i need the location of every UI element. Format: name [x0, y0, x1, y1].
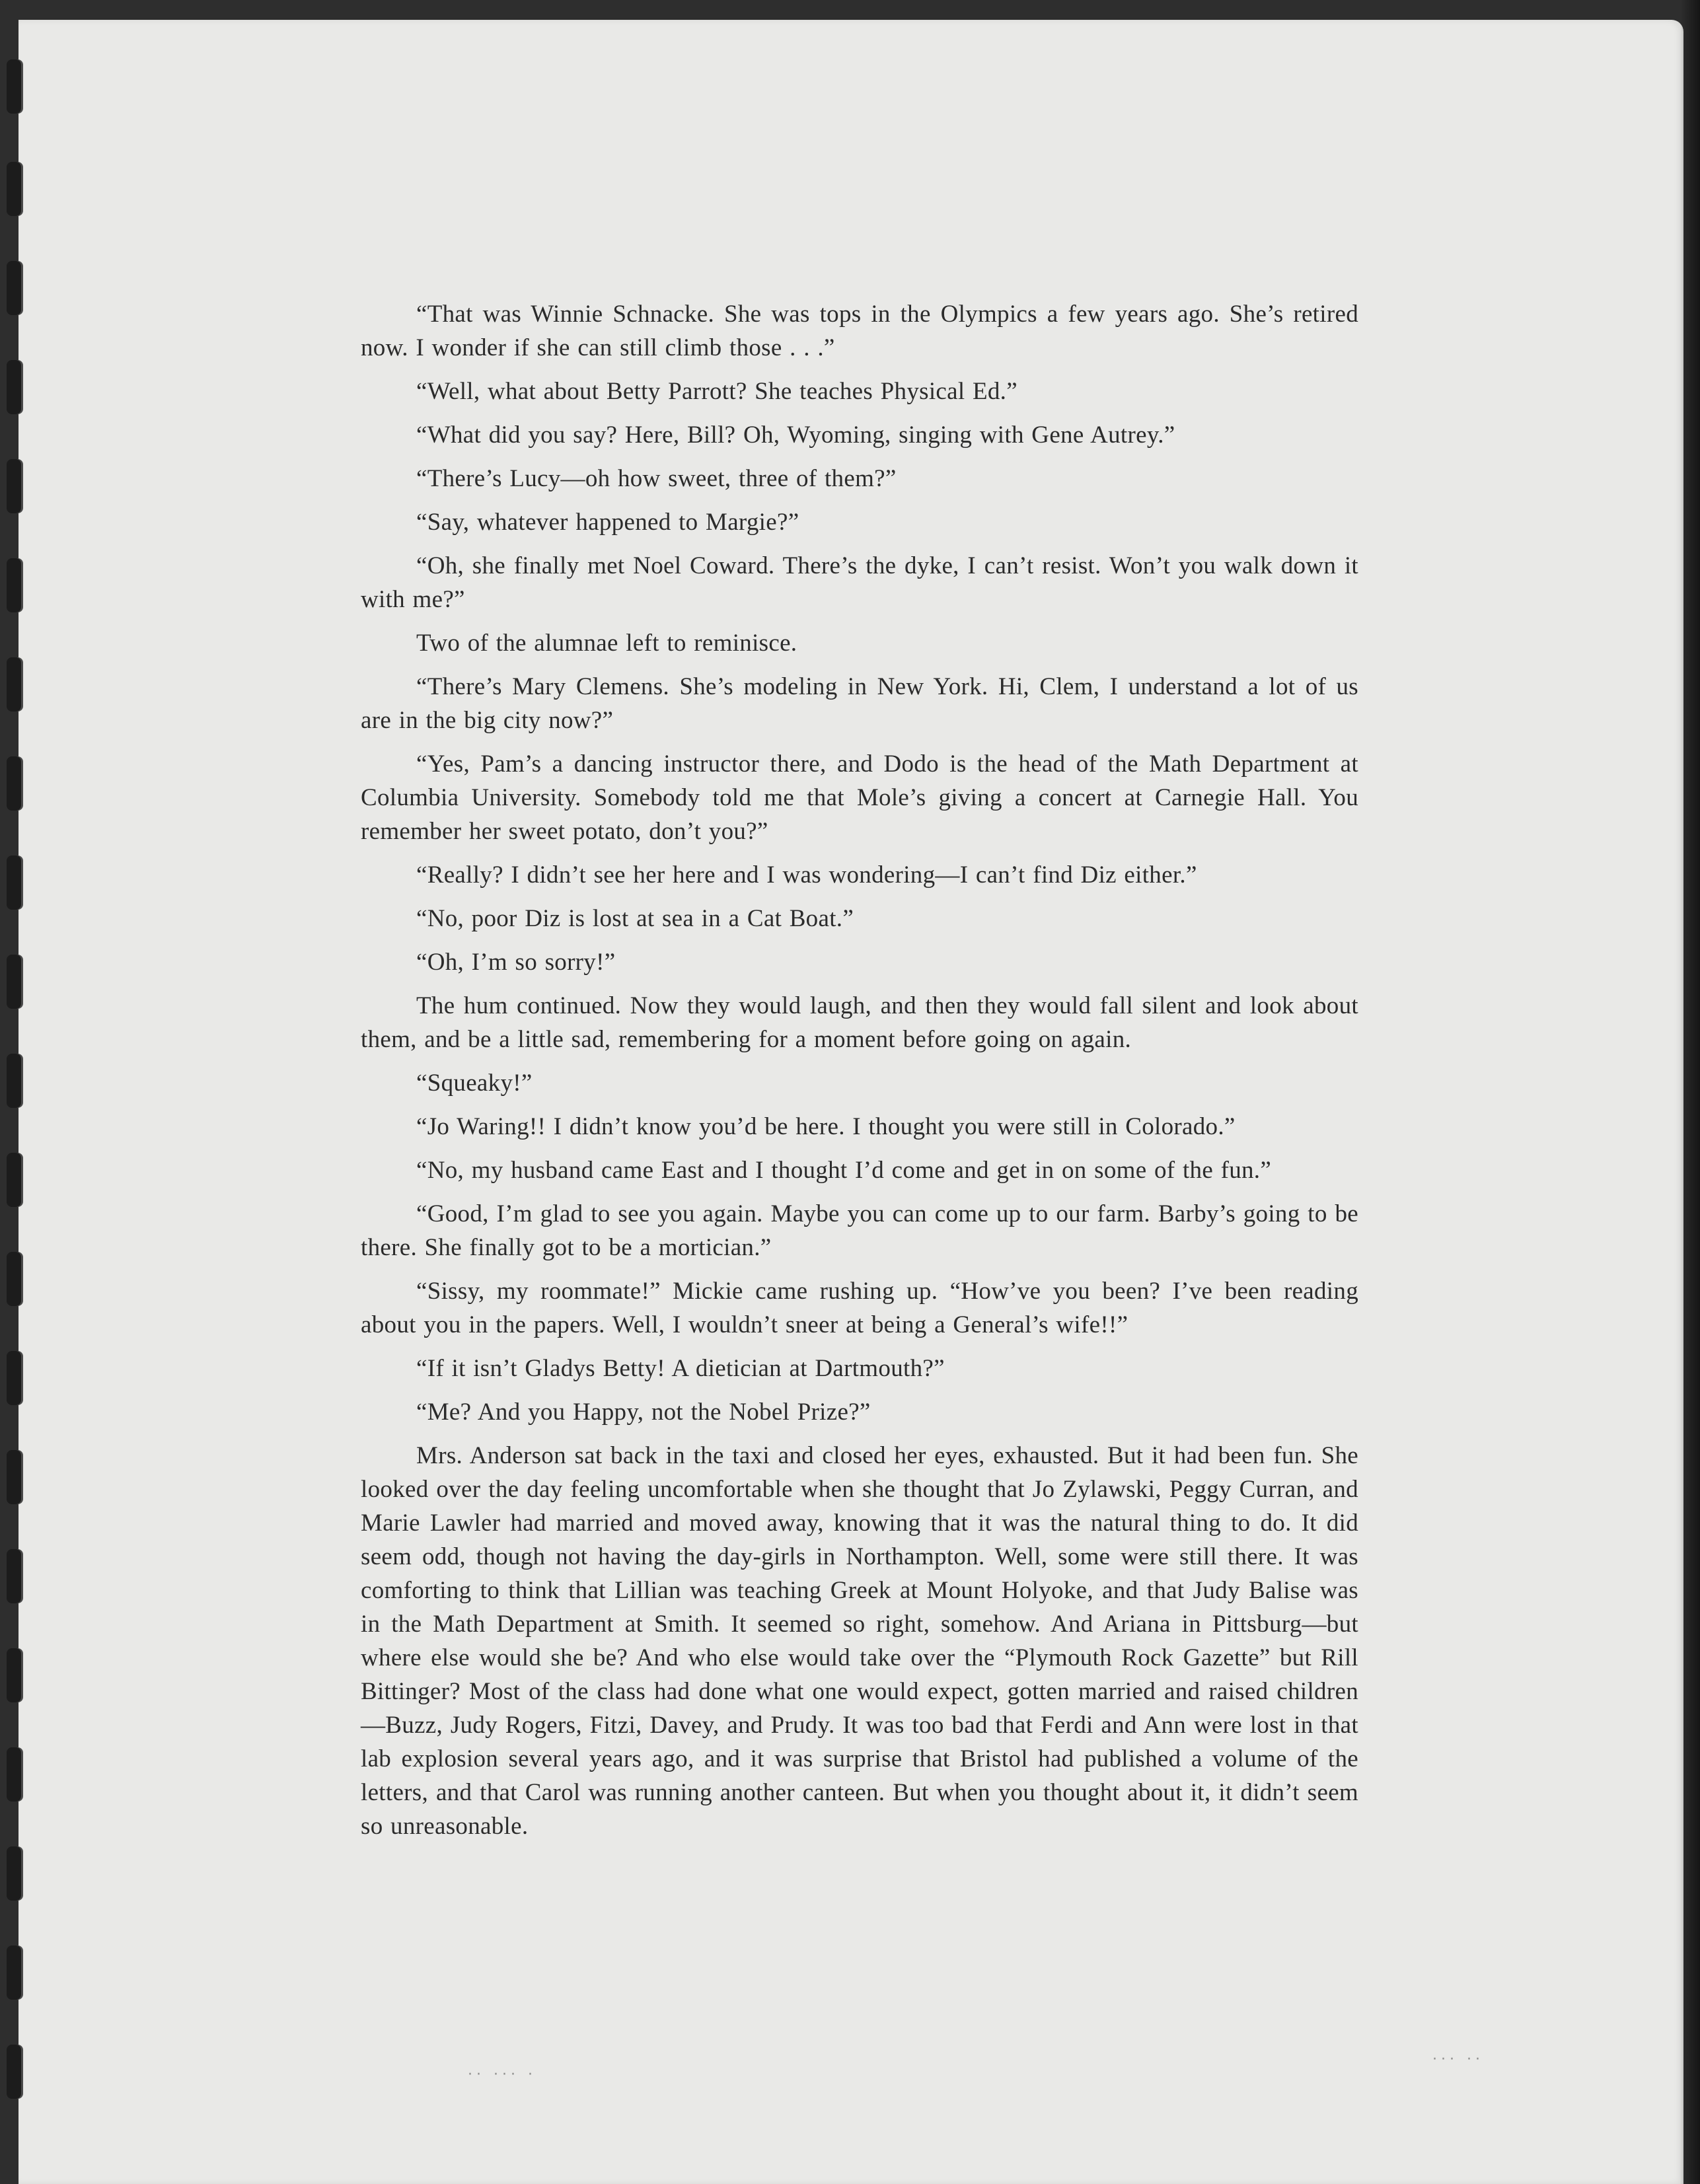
- bottom-scan-specks: ·· ··· ·: [468, 2066, 536, 2083]
- binding-ring: [7, 261, 21, 315]
- binding-ring: [7, 1549, 21, 1603]
- corner-scan-specks: ··· ··: [1432, 2051, 1484, 2068]
- binding-ring: [7, 360, 21, 414]
- story-text: [361, 297, 1358, 1853]
- binding-ring: [7, 855, 21, 910]
- binding-ring: [7, 558, 21, 612]
- paragraph-21: Mrs. Anderson sat back in the taxi and closed her eyes, exhausted. But it had been fun. She looked over the day feeling uncomfortable when she thought that Jo Zylawski, Peggy Curran, and Marie Lawler had married and moved away, knowing that it was the natural thing to do. It did seem odd, though not having the day-girls in Northampton. Well, some were still there. It was comforting to think that Lillian was teaching Greek at Mount Holyoke, and that Judy Balise was in the Math Department at Smith. It seemed so right, somehow. And Ariana in Pittsburg—but where else would she be? And who else would take over the “Plymouth Rock Gazette” but Rill Bittinger? Most of the class had done what one would expect, gotten married and raised children—Buzz, Judy Rogers, Fitzi, Davey, and Prudy. It was too bad that Ferdi and Ann were lost in that lab explosion several years ago, and it was surprise that Bristol had published a volume of the letters, and that Carol was running another canteen. But when you thought about it, it didn’t seem so unreasonable.: [361, 1442, 1358, 1840]
- paragraph-4: “There’s Lucy—oh how sweet, three of them?”: [416, 465, 897, 492]
- paragraph-5: “Say, whatever happened to Margie?”: [416, 509, 799, 536]
- binding-ring: [7, 1252, 21, 1306]
- paragraph-14: “Squeaky!”: [416, 1070, 533, 1097]
- paragraph-8: “There’s Mary Clemens. She’s modeling in New York. Hi, Clem, I understand a lot of us are in the big city now?”: [361, 673, 1358, 734]
- binding-ring: [7, 1054, 21, 1108]
- paragraph-1: “That was Winnie Schnacke. She was tops in the Olympics a few years ago. She’s retired now. I wonder if she can still climb those . . .”: [361, 301, 1358, 361]
- spiral-binding: [0, 20, 30, 2180]
- paragraph-16: “No, my husband came East and I thought I’d come and get in on some of the fun.”: [416, 1157, 1272, 1184]
- paragraph-12: “Oh, I’m so sorry!”: [416, 949, 616, 976]
- paragraph-3: “What did you say? Here, Bill? Oh, Wyoming, singing with Gene Autrey.”: [416, 421, 1175, 449]
- paragraph-7: Two of the alumnae left to reminisce.: [416, 630, 797, 657]
- binding-ring: [7, 1153, 21, 1207]
- paragraph-15: “Jo Waring!! I didn’t know you’d be here. I thought you were still in Colorado.”: [416, 1113, 1236, 1140]
- binding-ring: [7, 1450, 21, 1504]
- binding-ring: [7, 162, 21, 216]
- binding-ring: [7, 1747, 21, 1802]
- binding-ring: [7, 59, 21, 114]
- paragraph-18: “Sissy, my roommate!” Mickie came rushing up. “How’ve you been? I’ve been reading about you in the papers. Well, I wouldn’t sneer at being a General’s wife!!”: [361, 1278, 1358, 1338]
- binding-ring: [7, 657, 21, 711]
- binding-ring: [7, 756, 21, 811]
- paragraph-2: “Well, what about Betty Parrott? She teaches Physical Ed.”: [416, 378, 1017, 405]
- paragraph-9: “Yes, Pam’s a dancing instructor there, and Dodo is the head of the Math Department at Columbia University. Somebody told me that Mole’s giving a concert at Carnegie Hall. You remember her sweet potato, don’t you?”: [361, 750, 1358, 845]
- binding-ring: [7, 1946, 21, 2000]
- binding-ring: [7, 1351, 21, 1405]
- paper-sheet: [18, 20, 1683, 2184]
- paragraph-11: “No, poor Diz is lost at sea in a Cat Boat.”: [416, 905, 854, 932]
- binding-ring: [7, 1648, 21, 1702]
- binding-ring: [7, 955, 21, 1009]
- binding-ring: [7, 1846, 21, 1901]
- paragraph-10: “Really? I didn’t see her here and I was wondering—I can’t find Diz either.”: [416, 861, 1197, 889]
- paragraph-13: The hum continued. Now they would laugh, and then they would fall silent and look about them, and be a little sad, remembering for a moment before going on again.: [361, 992, 1358, 1053]
- paragraph-6: “Oh, she finally met Noel Coward. There’s the dyke, I can’t resist. Won’t you walk down it with me?”: [361, 552, 1358, 613]
- page-edge-shadow: [1680, 0, 1700, 2184]
- binding-ring: [7, 2045, 21, 2099]
- paragraph-19: “If it isn’t Gladys Betty! A dietician at Dartmouth?”: [416, 1355, 945, 1382]
- binding-ring: [7, 459, 21, 513]
- paragraph-20: “Me? And you Happy, not the Nobel Prize?”: [416, 1399, 871, 1426]
- paragraph-17: “Good, I’m glad to see you again. Maybe you can come up to our farm. Barby’s going to be there. She finally got to be a mortician.”: [361, 1200, 1358, 1261]
